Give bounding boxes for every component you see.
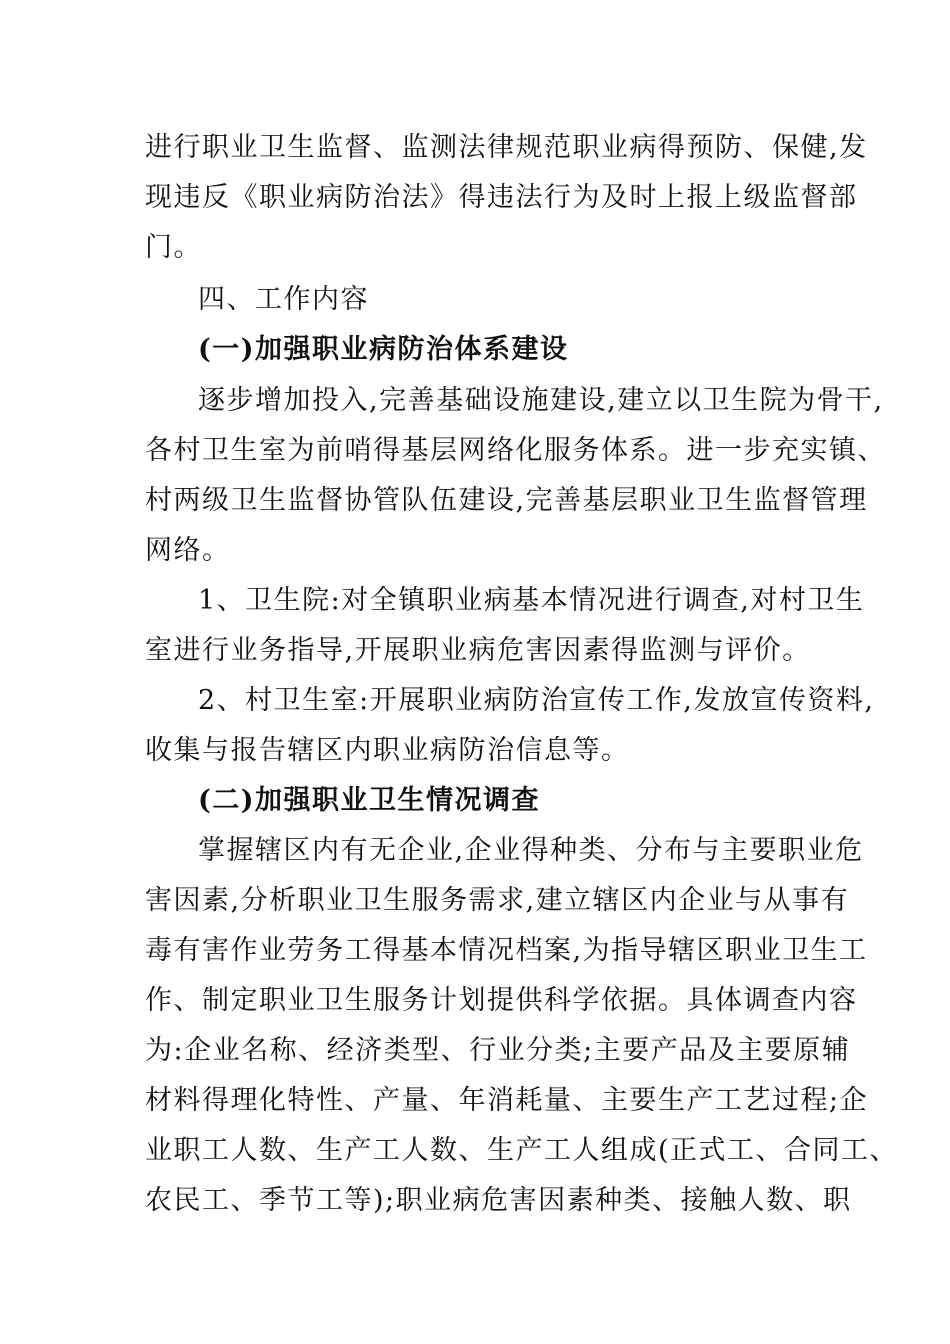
body-text-line: 进行职业卫生监督、监测法律规范职业病得预防、保健,发 xyxy=(145,132,868,163)
body-text-line: 1、卫生院:对全镇职业病基本情况进行调查,对村卫生 xyxy=(198,585,865,616)
body-text-line: 各村卫生室为前哨得基层网络化服务体系。进一步充实镇、 xyxy=(145,435,886,466)
body-text-line: 村两级卫生监督协管队伍建设,完善基层职业卫生监督管理 xyxy=(145,485,868,516)
body-text-line: 门。 xyxy=(145,232,202,263)
body-text-line: 毒有害作业劳务工得基本情况档案,为指导辖区职业卫生工 xyxy=(145,935,868,966)
body-text-line: 收集与报告辖区内职业病防治信息等。 xyxy=(145,735,630,766)
body-text-line: 害因素,分析职业卫生服务需求,建立辖区内企业与从事有 xyxy=(145,885,850,916)
body-text-line: 网络。 xyxy=(145,535,231,566)
body-text-line: 农民工、季节工等);职业病危害因素种类、接触人数、职 xyxy=(145,1185,852,1216)
section-heading: 四、工作内容 xyxy=(198,284,369,315)
body-text-line: 材料得理化特性、产量、年消耗量、主要生产工艺过程;企 xyxy=(145,1085,869,1116)
body-text-line: 作、制定职业卫生服务计划提供科学依据。具体调查内容 xyxy=(145,985,858,1016)
subsection-heading: (二)加强职业卫生情况调查 xyxy=(198,785,541,816)
body-text-line: 室进行业务指导,开展职业病危害因素得监测与评价。 xyxy=(145,635,811,666)
body-text-line: 为:企业名称、经济类型、行业分类;主要产品及主要原辅 xyxy=(145,1035,851,1066)
body-text-line: 掌握辖区内有无企业,企业得种类、分布与主要职业危 xyxy=(198,835,864,866)
body-text-line: 逐步增加投入,完善基础设施建设,建立以卫生院为骨干, xyxy=(198,385,884,416)
body-text-line: 业职工人数、生产工人数、生产工人组成(正式工、合同工、 xyxy=(145,1135,899,1166)
body-text-line: 2、村卫生室:开展职业病防治宣传工作,发放宣传资料, xyxy=(198,685,875,716)
body-text-line: 现违反《职业病防治法》得违法行为及时上报上级监督部 xyxy=(145,182,858,213)
subsection-heading: (一)加强职业病防治体系建设 xyxy=(198,334,569,365)
